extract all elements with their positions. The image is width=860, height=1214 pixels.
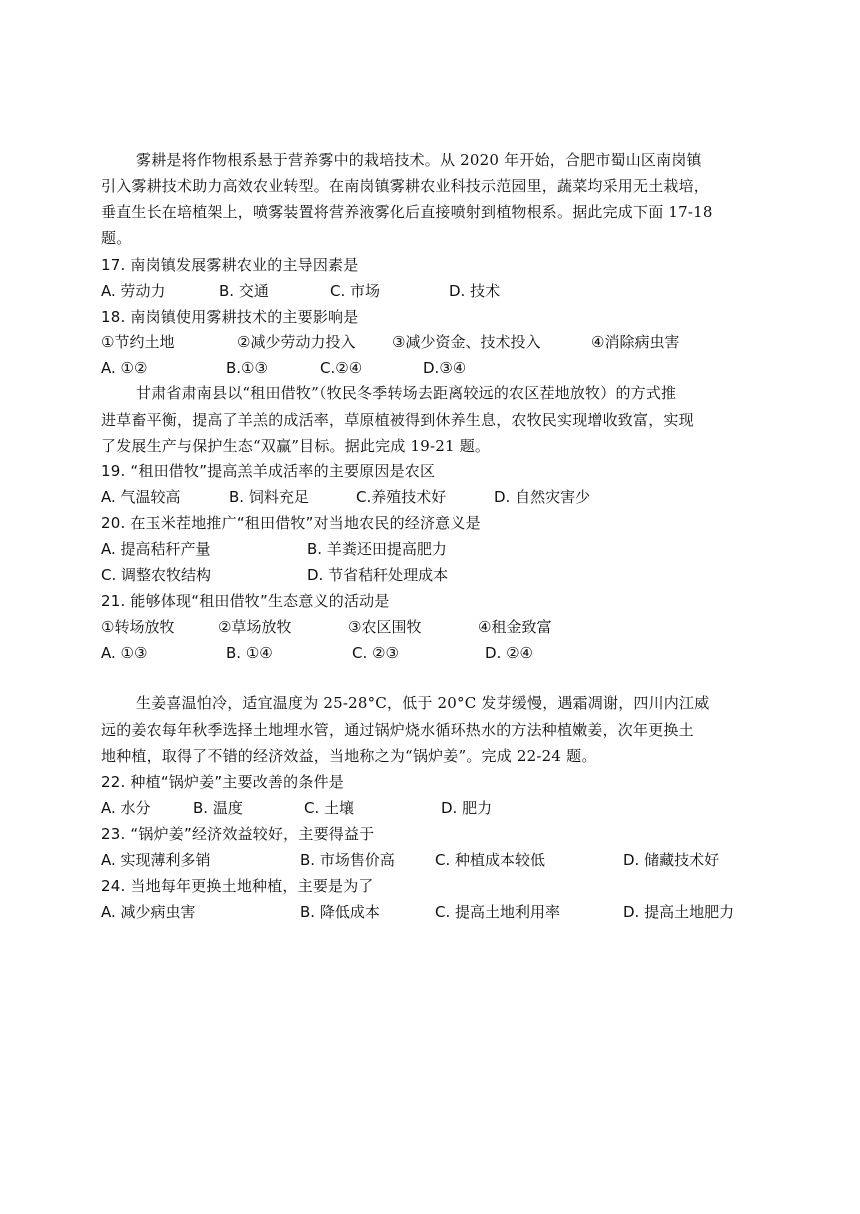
statement-item: ③农区围牧 [348,618,422,636]
option-a: A. ①② [101,359,148,377]
option-a: A. 气温较高 [101,488,181,506]
passage-line: 甘肃省肃南县以“租田借牧”（牧民冬季转场去距离较远的农区茬地放牧）的方式推 [136,384,677,402]
option-d: D. 节省秸秆处理成本 [307,566,449,584]
option-d: D. 肥力 [441,799,493,817]
option-b: B. 市场售价高 [300,851,395,869]
option-c: C.②④ [320,359,363,377]
option-c: C. ②③ [352,644,399,662]
statement-item: ④消除病虫害 [591,333,680,351]
option-c: C. 提高土地利用率 [435,903,561,921]
option-c: C. 调整农牧结构 [101,566,212,584]
question-stem: 22. 种植“锅炉姜”主要改善的条件是 [101,773,344,791]
question-stem: 24. 当地每年更换土地种植，主要是为了 [101,877,374,895]
option-d: D. 提高土地肥力 [623,903,735,921]
option-b: B. 温度 [193,799,243,817]
option-d: D. ②④ [485,644,533,662]
option-b: B. 降低成本 [300,903,380,921]
passage-line: 雾耕是将作物根系悬于营养雾中的栽培技术。从 2020 年开始，合肥市蜀山区南岗镇 [136,151,702,169]
passage-line: 了发展生产与保护生态“双赢”目标。据此完成 19-21 题。 [101,437,491,455]
question-stem: 19. “租田借牧”提高羔羊成活率的主要原因是农区 [101,462,436,480]
statement-item: ④租金致富 [478,618,552,636]
statement-item: ②减少劳动力投入 [237,333,356,351]
option-b: B. 交通 [219,282,269,300]
option-a: A. ①③ [101,644,148,662]
question-stem: 17. 南岗镇发展雾耕农业的主导因素是 [101,256,359,274]
statement-item: ①节约土地 [101,333,175,351]
option-d: D. 自然灾害少 [494,488,591,506]
option-b: B.①③ [226,359,268,377]
option-b: B. 饲料充足 [229,488,309,506]
option-c: C. 市场 [330,282,381,300]
passage-line: 进草畜平衡，提高了羊羔的成活率，草原植被得到休养生息，农牧民实现增收致富，实现 [101,411,694,429]
option-a: A. 水分 [101,799,151,817]
passage-line: 生姜喜温怕冷，适宜温度为 25-28°C，低于 20°C 发芽缓慢，遇霜凋谢，四川内江威 [136,694,710,712]
option-a: A. 劳动力 [101,282,166,300]
question-stem: 23. “锅炉姜”经济效益较好，主要得益于 [101,825,375,843]
option-c: C. 种植成本较低 [435,851,546,869]
option-d: D.③④ [423,359,467,377]
option-c: C. 土壤 [304,799,355,817]
option-a: A. 减少病虫害 [101,903,196,921]
question-stem: 20. 在玉米茬地推广“租田借牧”对当地农民的经济意义是 [101,514,481,532]
statement-item: ②草场放牧 [218,618,292,636]
passage-line: 地种植，取得了不错的经济效益，当地称之为“锅炉姜”。完成 22-24 题。 [101,747,597,765]
question-stem: 18. 南岗镇使用雾耕技术的主要影响是 [101,308,359,326]
question-stem: 21. 能够体现“租田借牧”生态意义的活动是 [101,592,390,610]
option-a: A. 提高秸秆产量 [101,540,211,558]
passage-line: 垂直生长在培植架上，喷雾装置将营养液雾化后直接喷射到植物根系。据此完成下面 17-18 [101,203,713,221]
passage-line: 题。 [101,229,132,247]
passage-line: 远的姜农每年秋季选择土地埋水管，通过锅炉烧水循环热水的方法种植嫩姜，次年更换土 [101,721,694,739]
option-a: A. 实现薄利多销 [101,851,211,869]
statement-item: ③减少资金、技术投入 [392,333,541,351]
statement-item: ①转场放牧 [101,618,175,636]
option-b: B. 羊粪还田提高肥力 [307,540,447,558]
option-d: D. 技术 [449,282,501,300]
option-d: D. 储藏技术好 [623,851,720,869]
option-c: C.养殖技术好 [356,488,447,506]
option-b: B. ①④ [226,644,273,662]
passage-line: 引入雾耕技术助力高效农业转型。在南岗镇雾耕农业科技示范园里，蔬菜均采用无土栽培， [101,177,710,195]
